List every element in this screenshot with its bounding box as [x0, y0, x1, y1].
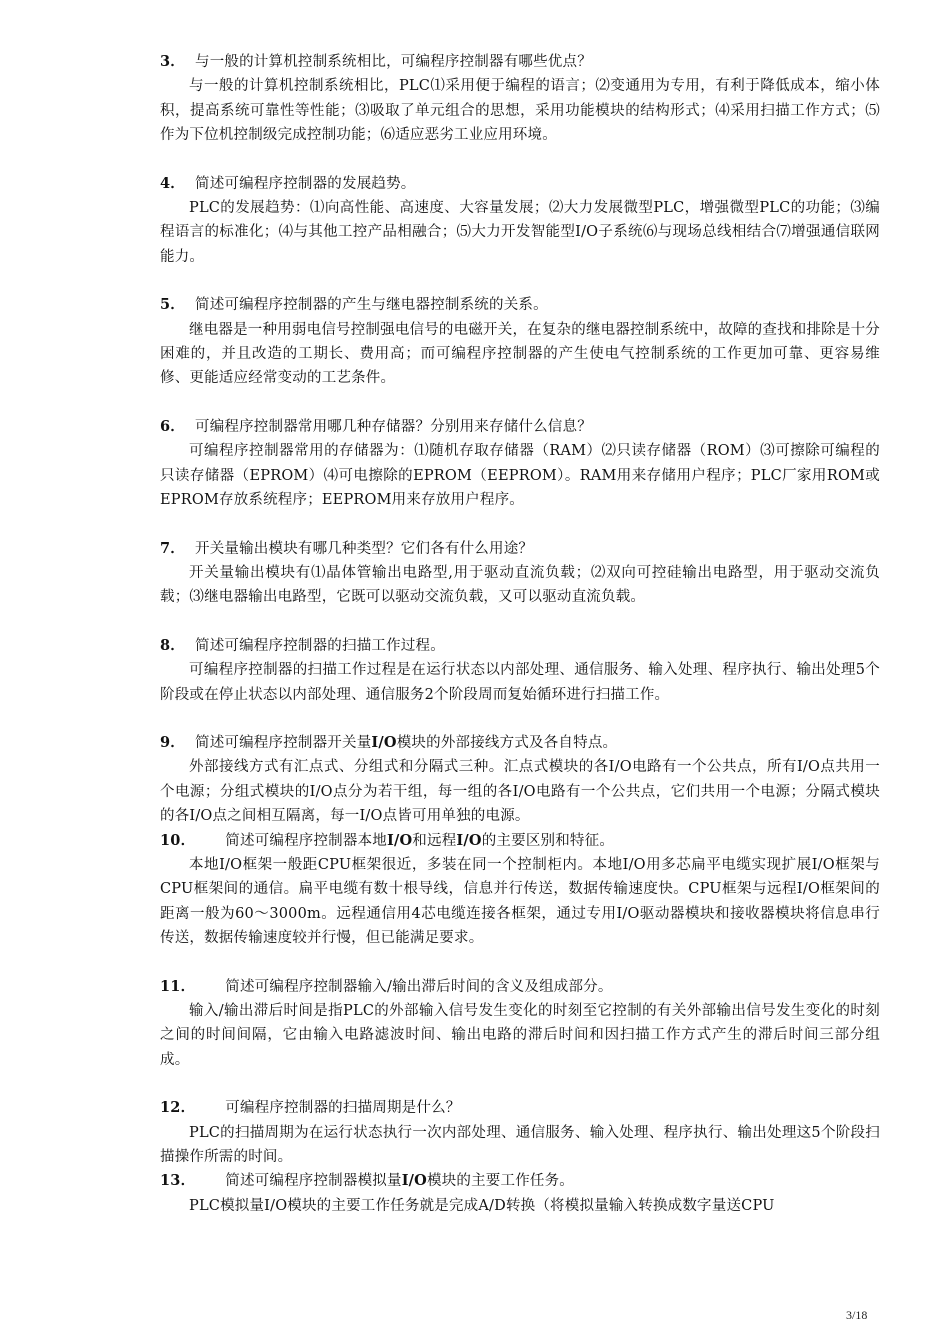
answer-8: 可编程序控制器的扫描工作过程是在运行状态以内部处理、通信服务、输入处理、程序执行、输出处理5个阶段或在停止状态以内部处理、通信服务2个阶段周而复始循环进行扫描工作。 — [160, 662, 880, 703]
question-text: 与一般的计算机控制系统相比，可编程序控制器有哪些优点？ — [195, 54, 592, 70]
question-text: 开关量输出模块有哪几种类型？它们各有什么用途？ — [195, 540, 534, 557]
question-number: 4． — [160, 174, 185, 192]
answer-5: 继电器是一种用弱电信号控制强电信号的电磁开关，在复杂的继电器控制系统中，故障的查找和排除是十分困难的，并且改造的工期长、费用高；而可编程序控制器的产生使电气控制系统的工作更加可靠、更容易维修、更能适应经常变动的工艺条件。 — [160, 321, 880, 387]
question-text-bold: I/O — [456, 831, 482, 849]
question-text: 简述可编程序控制器的发展趋势。 — [195, 175, 416, 192]
qa-item-8 — [160, 634, 880, 707]
question-13 — [160, 1169, 880, 1193]
answer-12: PLC的扫描周期为在运行状态执行一次内部处理、通信服务、输入处理、程序执行、输出处理这5个阶段扫描操作所需的时间。 — [160, 1124, 880, 1166]
question-5 — [160, 293, 880, 317]
answer-4: PLC的发展趋势：⑴向高性能、高速度、大容量发展；⑵大力发展微型PLC，增强微型PLC的功能；⑶编程语言的标准化；⑷与其他工控产品相融合；⑸大力开发智能型I/O子系统⑹与现场总线相结合⑺增强通信联网能力。 — [160, 200, 880, 265]
question-number: 9． — [160, 733, 185, 751]
question-4 — [160, 172, 880, 196]
question-text: 简述可编程序控制器开关量 — [195, 734, 372, 751]
question-number: 8． — [160, 636, 185, 654]
qa-item-12 — [160, 1096, 880, 1169]
answer-6: 可编程序控制器常用的存储器为：⑴随机存取存储器（RAM）⑵只读存储器（ROM）⑶可擦除可编程的只读存储器（EPROM）⑷可电擦除的EPROM（EEPROM）。RAM用来存储用户程序；PLC厂家用ROM或EPROM存放系统程序；EEPROM用来存放用户程序。 — [160, 443, 880, 509]
qa-item-5 — [160, 293, 880, 391]
question-text: 简述可编程序控制器本地 — [225, 832, 387, 849]
question-number: 5． — [160, 296, 185, 314]
answer-9: 外部接线方式有汇点式、分组式和分隔式三种。汇点式模块的各I/O电路有一个公共点，所有I/O点共用一个电源；分组式模块的I/O点分为若干组，每一组的各I/O电路有一个公共点，它们共用一个电源；分隔式模块的各I/O点之间相互隔离，每一I/O点皆可用单独的电源。 — [160, 759, 880, 825]
question-text: 和远程 — [412, 832, 457, 849]
question-text: 模块的外部接线方式及各自特点。 — [396, 734, 618, 751]
answer-13: PLC模拟量I/O模块的主要工作任务就是完成A/D转换（将模拟量输入转换成数字量送CPU — [189, 1197, 775, 1214]
question-text-bold: I/O — [401, 1172, 427, 1190]
qa-item-7 — [160, 537, 880, 610]
question-3 — [160, 50, 880, 74]
question-number: 12． — [160, 1099, 196, 1117]
question-text: 简述可编程序控制器模拟量 — [225, 1173, 402, 1190]
question-9 — [160, 731, 880, 755]
question-text: 模块的主要工作任务。 — [427, 1173, 574, 1190]
page-number: 3/18 — [846, 1308, 868, 1322]
question-number: 13． — [160, 1172, 196, 1190]
question-text: 简述可编程序控制器的产生与继电器控制系统的关系。 — [195, 297, 548, 314]
question-text: 可编程序控制器的扫描周期是什么？ — [225, 1100, 461, 1117]
question-10 — [160, 829, 880, 853]
question-number: 3． — [160, 53, 185, 70]
qa-item-4 — [160, 172, 880, 270]
question-number: 11． — [160, 977, 196, 995]
question-11 — [160, 975, 880, 999]
answer-10: 本地I/O框架一般距CPU框架很近，多装在同一个控制柜内。本地I/O用多芯扁平电缆实现扩展I/O框架与CPU框架间的通信。扁平电缆有数十根导线，信息并行传送，数据传输速度快。CPU框架与远程I/O框架间的距离一般为60～3000m。远程通信用4芯电缆连接各框架，通过专用I/O驱动器模块和接收器模块将信息串行传送，数据传输速度较并行慢，但已能满足要求。 — [160, 856, 880, 947]
qa-item-13 — [160, 1169, 880, 1218]
answer-7: 开关量输出模块有⑴晶体管输出电路型,用于驱动直流负载；⑵双向可控硅输出电路型，用于驱动交流负载；⑶继电器输出电路型，它既可以驱动交流负载，又可以驱动直流负载。 — [160, 564, 880, 606]
question-6 — [160, 415, 880, 439]
qa-item-3 — [160, 50, 880, 148]
question-number: 10． — [160, 831, 196, 849]
question-number: 6． — [160, 417, 185, 435]
qa-item-11 — [160, 975, 880, 1073]
question-8 — [160, 634, 880, 658]
question-12 — [160, 1096, 880, 1120]
qa-item-9 — [160, 731, 880, 829]
question-text-bold: I/O — [371, 733, 397, 751]
question-7 — [160, 537, 880, 561]
qa-content — [160, 50, 880, 1218]
question-text: 简述可编程序控制器输入/输出滞后时间的含义及组成部分。 — [225, 978, 613, 995]
qa-item-10 — [160, 829, 880, 951]
question-number: 7． — [160, 539, 185, 557]
question-text: 的主要区别和特征。 — [481, 832, 615, 849]
question-text: 可编程序控制器常用哪几种存储器？分别用来存储什么信息？ — [195, 418, 592, 435]
answer-3: 与一般的计算机控制系统相比，PLC⑴采用便于编程的语言；⑵变通用为专用，有利于降低成本，缩小体积，提高系统可靠性等性能；⑶吸取了单元组合的思想，采用功能模块的结构形式；⑷采用扫描工作方式；⑸作为下位机控制级完成控制功能；⑹适应恶劣工业应用环境。 — [160, 78, 880, 144]
answer-11: 输入/输出滞后时间是指PLC的外部输入信号发生变化的时刻至它控制的有关外部输出信号发生变化的时刻之间的时间间隔，它由输入电路滤波时间、输出电路的滞后时间和因扫描工作方式产生的滞后时间三部分组成。 — [160, 1003, 880, 1068]
qa-item-6 — [160, 415, 880, 513]
question-text: 简述可编程序控制器的扫描工作过程。 — [195, 637, 445, 654]
question-text-bold: I/O — [386, 831, 413, 849]
